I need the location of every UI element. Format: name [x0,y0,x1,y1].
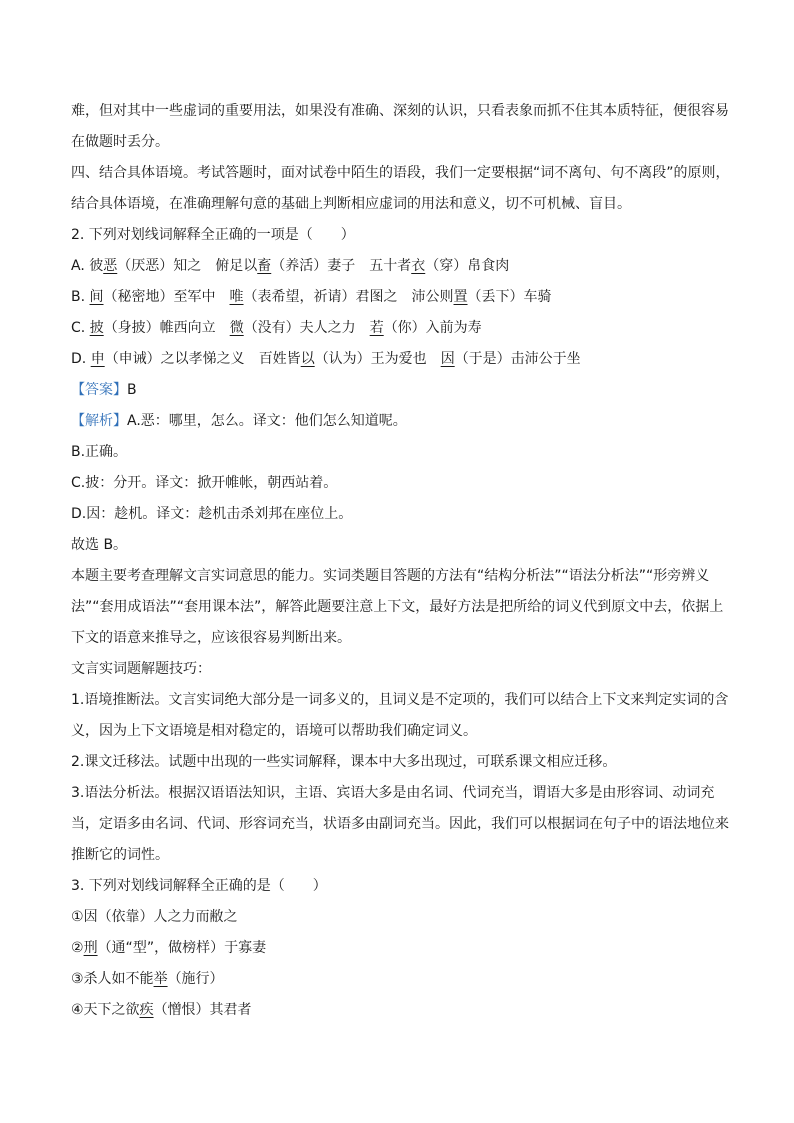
question-2-option-a: A. 彼恶（厌恶）知之 俯足以畜（养活）妻子 五十者衣（穿）帛食肉 [71,258,510,274]
analysis-summary: 本题主要考查理解文言实词意思的能力。实词类题目答题的方法有“结构分析法”“语法分析法”“形旁辨义法”“套用成语法”“套用课本法”，解答此题要注意上下文，最好方法是把所给的词义代到原文中去，依据上下文的语意来推导之，应该很容易判断出来。 [71,568,724,646]
question-3-item-4: ④天下之欲疾（憎恨）其君者 [71,1002,252,1018]
question-3-item-3: ③杀人如不能举（施行） [71,971,224,987]
question-3-item-1: ①因（依靠）人之力而敝之 [71,909,238,925]
question-2-option-c: C. 披（身披）帷西向立 微（没有）夫人之力 若（你）入前为寿 [71,320,482,336]
tip-1: 1.语境推断法。文言实词绝大部分是一词多义的，且词义是不定项的，我们可以结合上下文来判定实词的含义，因为上下文语境是相对稳定的，语境可以帮助我们确定词义。 [71,692,729,739]
analysis-line-d: D.因：趁机。译文：趁机击杀刘邦在座位上。 [71,506,353,522]
analysis-line-c: C.披：分开。译文：掀开帷帐，朝西站着。 [71,475,338,491]
document-page [71,96,731,1026]
paragraph-continuation: 难，但对其中一些虚词的重要用法，如果没有准确、深刻的认识，只看表象而抓不住其本质特征，便很容易在做题时丢分。 [71,103,729,150]
question-3-stem: 3. 下列对划线词解释全正确的是（ ） [71,878,327,894]
answer-tag: 【答案】 [71,382,127,398]
answer-value: B [127,382,137,398]
tip-3: 3.语法分析法。根据汉语语法知识，主语、宾语大多是由名词、代词充当，谓语大多是由形容词、动词充当，定语多由名词、代词、形容词充当，状语多由副词充当。因此，我们可以根据词在句子中的语法地位来推断它的词性。 [71,785,729,863]
choose-answer: 故选 B。 [71,537,128,553]
question-2-option-b: B. 间（秘密地）至军中 唯（表希望，祈请）君图之 沛公则置（丢下）车骑 [71,289,552,305]
analysis-tag: 【解析】 [71,413,127,429]
question-3-item-2: ②刑（通“型”，做榜样）于寡妻 [71,940,267,956]
question-2-stem: 2. 下列对划线词解释全正确的一项是（ ） [71,227,355,243]
analysis-line-b: B.正确。 [71,444,128,460]
answer-line [71,375,731,406]
method-four-paragraph: 四、结合具体语境。考试答题时，面对试卷中陌生的语段，我们一定要根据“词不离句、句不离段”的原则，结合具体语境，在准确理解句意的基础上判断相应虚词的用法和意义，切不可机械、盲目。 [71,165,730,212]
question-2-option-d: D. 申（申诫）之以孝悌之义 百姓皆以（认为）王为爱也 因（于是）击沛公于坐 [71,351,581,367]
analysis-line-a: 【解析】A.恶：哪里，怎么。译文：他们怎么知道呢。 [71,413,407,429]
tips-title: 文言实词题解题技巧： [71,661,211,677]
tip-2: 2.课文迁移法。试题中出现的一些实词解释，课本中大多出现过，可联系课文相应迁移。 [71,754,617,770]
